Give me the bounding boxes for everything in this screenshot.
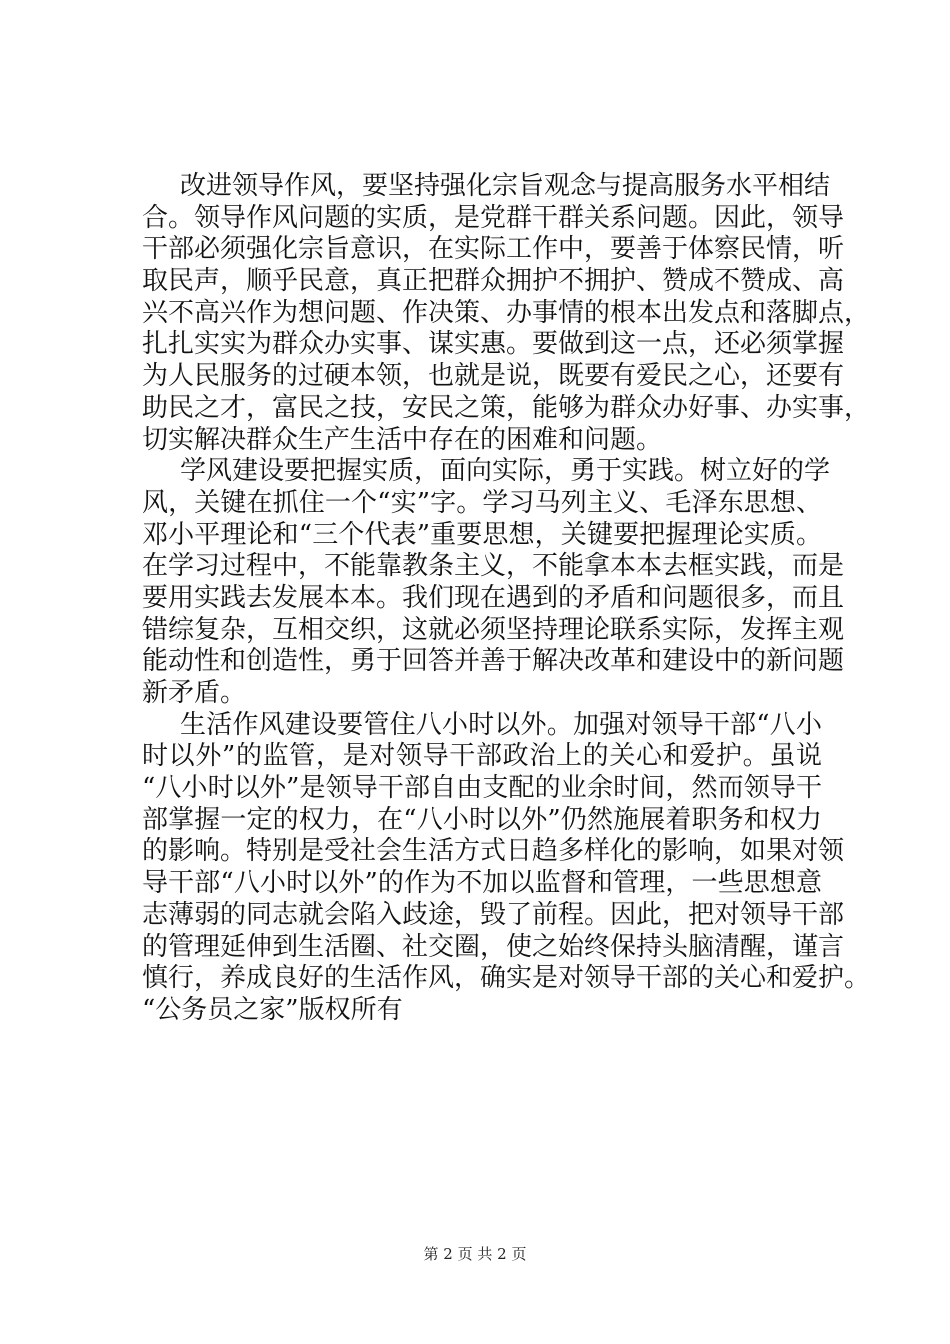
text-line: 导干部“八小时以外”的作为不加以监督和管理，一些思想意 (142, 868, 822, 899)
text-line: 风，关键在抓住一个“实”字。学习马列主义、毛泽东思想、 (142, 487, 822, 518)
text-line: 在学习过程中，不能靠教条主义，不能拿本本去框实践，而是 (142, 551, 845, 582)
copyright-line: “公务员之家”版权所有 (142, 994, 403, 1025)
text-line: 生活作风建设要管住八小时以外。加强对领导干部“八小 (180, 709, 822, 740)
text-line: 取民声，顺乎民意，真正把群众拥护不拥护、赞成不赞成、高 (142, 266, 845, 297)
text-line: 助民之才，富民之技，安民之策，能够为群众办好事、办实事， (142, 392, 871, 423)
text-line: 志薄弱的同志就会陷入歧途，毁了前程。因此，把对领导干部 (142, 899, 845, 930)
text-line: 的影响。特别是受社会生活方式日趋多样化的影响，如果对领 (142, 836, 845, 867)
text-line: 新矛盾。 (142, 678, 247, 708)
page-number-footer: 第 2 页 共 2 页 (423, 1245, 527, 1263)
text-line: 部掌握一定的权力，在“八小时以外”仍然施展着职务和权力 (142, 804, 822, 835)
text-line: 改进领导作风，要坚持强化宗旨观念与提高服务水平相结 (180, 171, 831, 201)
text-line: 为人民服务的过硬本领，也就是说，既要有爱民之心，还要有 (142, 361, 845, 392)
text-line: 时以外”的监管，是对领导干部政治上的关心和爱护。虽说 (142, 741, 822, 772)
document-body (142, 171, 871, 1027)
text-line: 切实解决群众生产生活中存在的困难和问题。 (142, 424, 663, 455)
text-line: 慎行，养成良好的生活作风，确实是对领导干部的关心和爱护。 (142, 963, 871, 994)
text-line: 合。领导作风问题的实质，是党群干群关系问题。因此，领导 (142, 202, 845, 233)
text-line: 能动性和创造性，勇于回答并善于解决改革和建设中的新问题 (142, 646, 845, 677)
paragraph-3 (142, 709, 871, 1027)
text-line: 邓小平理论和“三个代表”重要思想，关键要把握理论实质。 (142, 519, 822, 550)
text-line: 的管理延伸到生活圈、社交圈，使之始终保持头脑清醒，谨言 (142, 931, 845, 962)
text-line: “八小时以外”是领导干部自由支配的业余时间，然而领导干 (142, 773, 822, 804)
text-line: 要用实践去发展本本。我们现在遇到的矛盾和问题很多，而且 (142, 582, 845, 613)
text-line: 兴不高兴作为想问题、作决策、办事情的根本出发点和落脚点， (142, 297, 871, 328)
paragraph-2 (142, 456, 845, 710)
paragraph-1 (142, 171, 871, 456)
text-line: 错综复杂，互相交织，这就必须坚持理论联系实际，发挥主观 (142, 614, 845, 645)
text-line: 扎扎实实为群众办实事、谋实惠。要做到这一点，还必须掌握 (142, 329, 845, 360)
text-line: 干部必须强化宗旨意识，在实际工作中，要善于体察民情，听 (142, 234, 845, 265)
text-line: 学风建设要把握实质，面向实际，勇于实践。树立好的学 (180, 456, 831, 487)
